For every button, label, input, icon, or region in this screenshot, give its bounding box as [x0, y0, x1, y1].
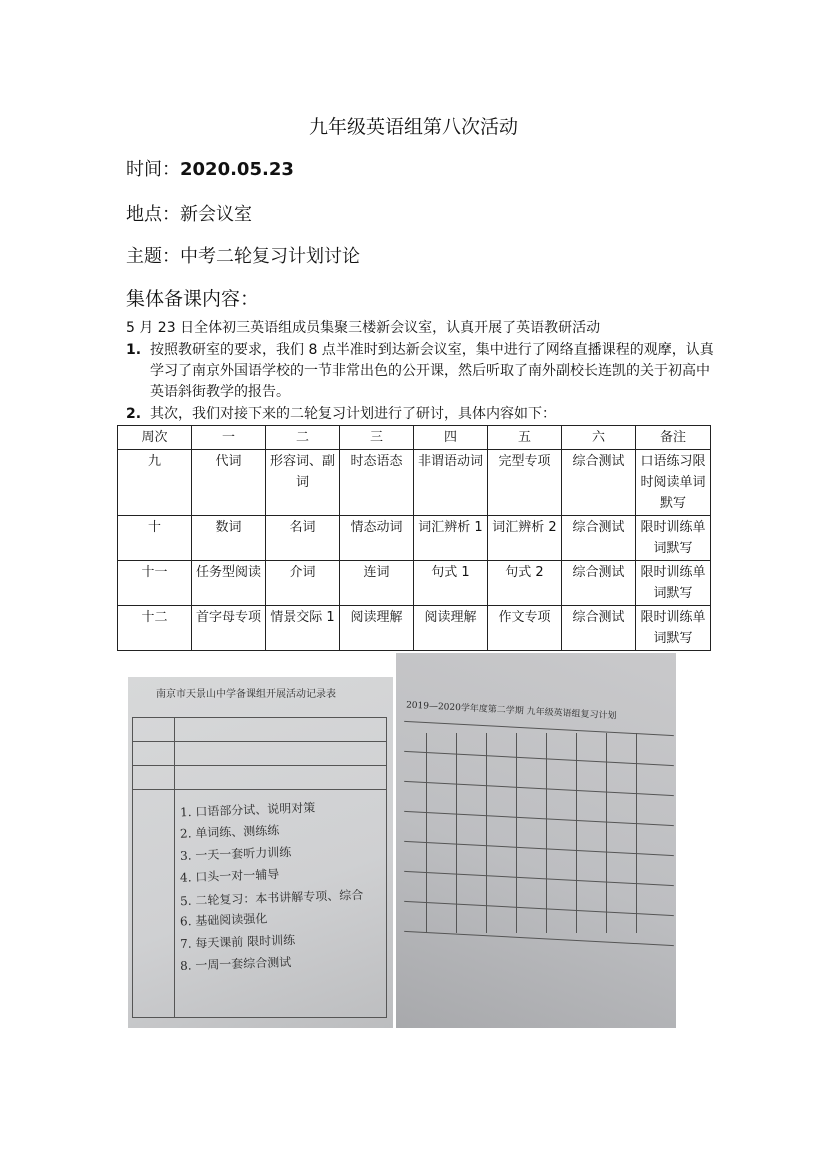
- header-tue: 二: [266, 426, 340, 450]
- header-mon: 一: [192, 426, 266, 450]
- table-cell: 限时训练单词默写: [636, 561, 711, 606]
- topic-value: 中考二轮复习计划讨论: [180, 246, 360, 267]
- handwritten-line: 3. 一天一套听力训练: [179, 845, 292, 863]
- table-cell: 限时训练单词默写: [636, 516, 711, 561]
- header-notes: 备注: [636, 426, 711, 450]
- handwritten-line: 6. 基础阅读强化: [179, 911, 268, 929]
- page-title: 九年级英语组第八次活动: [308, 116, 518, 138]
- table-cell: 九: [118, 450, 192, 516]
- time-label: 时间：: [126, 159, 180, 180]
- table-cell: 口语练习限时阅读单词默写: [636, 450, 711, 516]
- table-row: [118, 606, 711, 651]
- table-cell: 时态语态: [340, 450, 414, 516]
- table-row: [118, 561, 711, 606]
- table-cell: 句式 2: [488, 561, 562, 606]
- list-item: [126, 340, 716, 403]
- list-number: 1.: [126, 342, 142, 358]
- header-sat: 六: [562, 426, 636, 450]
- record-sheet-header: 南京市天景山中学备课组开展活动记录表: [156, 689, 336, 700]
- review-plan-table: [117, 425, 711, 651]
- header-thu: 四: [414, 426, 488, 450]
- table-cell: 数词: [192, 516, 266, 561]
- table-cell: 综合测试: [562, 561, 636, 606]
- table-cell: 限时训练单词默写: [636, 606, 711, 651]
- table-cell: 代词: [192, 450, 266, 516]
- table-cell: 作文专项: [488, 606, 562, 651]
- table-cell: 名词: [266, 516, 340, 561]
- time-value: 2020.05.23: [180, 159, 294, 180]
- table-cell: 十二: [118, 606, 192, 651]
- handwritten-line: 5. 二轮复习：本书讲解专项、综合: [179, 887, 364, 909]
- meta-topic: [126, 242, 360, 268]
- meta-place: [126, 200, 252, 226]
- table-cell: 首字母专项: [192, 606, 266, 651]
- table-row: [118, 516, 711, 561]
- intro-paragraph: 5 月 23 日全体初三英语组成员集聚三楼新会议室，认真开展了英语教研活动: [126, 320, 601, 336]
- handwritten-line: 1. 口语部分试、说明对策: [179, 800, 316, 820]
- meta-time: [126, 155, 294, 181]
- handwritten-line: 2. 单词练、测练练: [179, 823, 280, 841]
- table-cell: 任务型阅读: [192, 561, 266, 606]
- table-cell: 句式 1: [414, 561, 488, 606]
- table-cell: 完型专项: [488, 450, 562, 516]
- table-cell: 综合测试: [562, 606, 636, 651]
- handwritten-line: 8. 一周一套综合测试: [179, 955, 292, 973]
- table-cell: 综合测试: [562, 450, 636, 516]
- header-week: 周次: [118, 426, 192, 450]
- table-header-row: [118, 426, 711, 450]
- table-cell: 情景交际 1: [266, 606, 340, 651]
- table-cell: 阅读理解: [414, 606, 488, 651]
- list-item: [126, 404, 716, 425]
- place-value: 新会议室: [180, 204, 252, 225]
- table-cell: 介词: [266, 561, 340, 606]
- table-cell: 综合测试: [562, 516, 636, 561]
- handwritten-line: 7. 每天课前 限时训练: [179, 932, 296, 952]
- review-plan-photo: [396, 653, 676, 1028]
- table-cell: 非谓语动词: [414, 450, 488, 516]
- handwritten-line: 4. 口头一对一辅导: [179, 867, 280, 885]
- table-cell: 连词: [340, 561, 414, 606]
- table-cell: 词汇辨析 2: [488, 516, 562, 561]
- list-text: 其次，我们对接下来的二轮复习计划进行了研讨，具体内容如下：: [150, 406, 556, 422]
- list-number: 2.: [126, 406, 142, 422]
- header-wed: 三: [340, 426, 414, 450]
- table-cell: 阅读理解: [340, 606, 414, 651]
- list-text: 按照教研室的要求，我们 8 点半准时到达新会议室，集中进行了网络直播课程的观摩，认真学习了南京外国语学校的一节非常出色的公开课，然后听取了南外副校长连凯的关于初高中英语斜街教学的报告。: [150, 342, 714, 400]
- table-cell: 十一: [118, 561, 192, 606]
- plan-sheet-header: 2019—2020学年度第二学期 九年级英语组复习计划: [405, 700, 617, 722]
- table-cell: 词汇辨析 1: [414, 516, 488, 561]
- place-label: 地点：: [126, 204, 180, 225]
- table-cell: 情态动词: [340, 516, 414, 561]
- table-cell: 形容词、副词: [266, 450, 340, 516]
- header-fri: 五: [488, 426, 562, 450]
- activity-record-photo: [128, 677, 393, 1028]
- prep-heading: 集体备课内容：: [126, 288, 260, 310]
- table-cell: 十: [118, 516, 192, 561]
- topic-label: 主题：: [126, 246, 180, 267]
- table-row: [118, 450, 711, 516]
